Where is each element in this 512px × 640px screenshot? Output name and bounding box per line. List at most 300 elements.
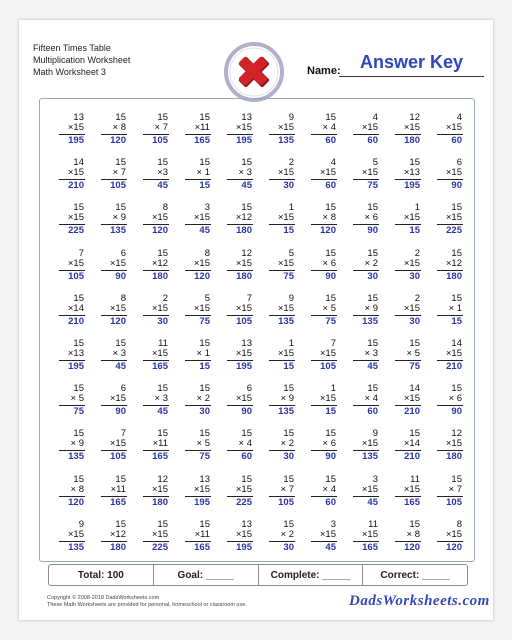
problem-multiplier: × 3 (154, 393, 168, 405)
problem-top-number: 15 (367, 292, 378, 304)
problem (174, 374, 216, 419)
problem-multiplier: ×15 (277, 347, 294, 359)
problem (384, 510, 426, 555)
answer-key-label: Answer Key (359, 52, 464, 72)
problem-multiplier: ×15 (403, 302, 420, 314)
problem-multiplier: × 7 (280, 483, 294, 495)
problem-top-number: 14 (73, 157, 84, 169)
problem-answer: 30 (409, 315, 420, 327)
problem-top-number: 9 (288, 292, 294, 304)
problem (174, 329, 216, 374)
problem-top-number: 15 (73, 337, 84, 349)
problem (216, 419, 258, 464)
problem (426, 465, 468, 510)
problem-multiplier: ×15 (319, 167, 336, 179)
problem-top-number: 8 (456, 518, 462, 530)
problem (300, 419, 342, 464)
problem (216, 239, 258, 284)
problem (342, 239, 384, 284)
problem-multiplier: ×15 (235, 528, 252, 540)
problem (342, 103, 384, 148)
problem-top-number: 2 (162, 292, 168, 304)
problem-multiplier: ×15 (67, 212, 84, 224)
problem-top-number: 12 (409, 112, 420, 123)
problem-top-number: 15 (409, 518, 420, 530)
problem-top-number: 15 (325, 428, 336, 440)
complete-label: Complete: _____ (259, 565, 364, 585)
problem-multiplier: ×15 (235, 393, 252, 405)
problem-answer: 135 (362, 451, 378, 463)
name-label: Name: (307, 65, 341, 77)
problem-top-number: 15 (157, 157, 168, 169)
problem-top-number: 15 (199, 428, 210, 440)
problem-multiplier: ×15 (67, 528, 84, 540)
problem-top-number: 15 (241, 428, 252, 440)
problem-top-number: 15 (199, 518, 210, 530)
problem (258, 193, 300, 238)
problem-answer: 105 (236, 315, 252, 327)
problem-answer: 45 (241, 180, 252, 192)
problem-top-number: 15 (409, 337, 420, 349)
problem (216, 148, 258, 193)
problem-multiplier: ×15 (151, 212, 168, 224)
problem-multiplier: ×15 (109, 438, 126, 450)
problem-multiplier: ×15 (235, 347, 252, 359)
correct-label: Correct: _____ (380, 569, 450, 581)
problem-multiplier: × 4 (322, 483, 336, 495)
problem-answer: 60 (451, 135, 462, 146)
problem-answer: 105 (68, 270, 84, 282)
problem (90, 374, 132, 419)
problem-answer: 15 (325, 406, 336, 418)
problem-answer: 15 (409, 225, 420, 237)
problem (342, 329, 384, 374)
problem-answer: 75 (325, 315, 336, 327)
problem-top-number: 15 (73, 202, 84, 214)
problem-top-number: 14 (451, 337, 462, 349)
problem-answer: 195 (236, 135, 252, 146)
problem (300, 148, 342, 193)
problem-answer: 135 (278, 315, 294, 327)
problem-multiplier: ×15 (445, 347, 462, 359)
problem-top-number: 15 (325, 473, 336, 485)
problem-answer: 120 (404, 541, 420, 553)
problem (132, 239, 174, 284)
problem-answer: 30 (199, 406, 210, 418)
problem-top-number: 9 (372, 428, 378, 440)
problem-top-number: 1 (330, 383, 336, 395)
problem (258, 148, 300, 193)
problem-multiplier: × 7 (112, 167, 126, 179)
problem-top-number: 15 (283, 473, 294, 485)
problem (132, 329, 174, 374)
problem-multiplier: × 6 (322, 438, 336, 450)
problem (342, 193, 384, 238)
problem-multiplier: × 3 (112, 347, 126, 359)
problem-multiplier: ×15 (109, 257, 126, 269)
problem-multiplier: ×15 (277, 122, 294, 133)
score-bar (48, 564, 468, 586)
problem (90, 510, 132, 555)
problem-answer: 15 (283, 360, 294, 372)
problem-top-number: 5 (372, 157, 378, 169)
problem-answer: 30 (409, 270, 420, 282)
problem-top-number: 15 (157, 518, 168, 530)
problems-box (39, 98, 475, 562)
problem (132, 419, 174, 464)
problem-multiplier: ×14 (67, 302, 84, 314)
problem-top-number: 11 (410, 473, 420, 485)
problem-multiplier: ×15 (361, 167, 378, 179)
problem (258, 103, 300, 148)
brand-logo: DadsWorksheets.com (349, 593, 490, 609)
problem (300, 510, 342, 555)
problem (300, 374, 342, 419)
problem-multiplier: ×15 (67, 257, 84, 269)
problem-top-number: 15 (73, 292, 84, 304)
problem-multiplier: ×12 (445, 257, 462, 269)
problem (426, 329, 468, 374)
problem (258, 465, 300, 510)
problem-multiplier: ×15 (445, 122, 462, 133)
problem-top-number: 15 (241, 157, 252, 169)
problem-multiplier: ×12 (151, 257, 168, 269)
problem-multiplier: ×11 (152, 438, 168, 450)
problem-answer: 180 (404, 135, 420, 146)
problem (90, 419, 132, 464)
problem-multiplier: ×15 (277, 257, 294, 269)
problem-multiplier: ×15 (151, 528, 168, 540)
problem-multiplier: × 5 (406, 347, 420, 359)
problem-top-number: 15 (367, 337, 378, 349)
problem-multiplier: × 9 (280, 393, 294, 405)
problem-answer: 135 (362, 315, 378, 327)
problem-answer: 165 (152, 451, 168, 463)
problem-multiplier: × 2 (196, 393, 210, 405)
problem (342, 374, 384, 419)
problem-top-number: 15 (157, 383, 168, 395)
problem-multiplier: ×15 (67, 122, 84, 133)
problem-answer: 165 (110, 496, 126, 508)
problem-top-number: 1 (288, 202, 294, 214)
problem-answer: 135 (110, 225, 126, 237)
problem-multiplier: × 2 (364, 257, 378, 269)
problem-top-number: 11 (158, 337, 168, 349)
problem-top-number: 7 (330, 337, 336, 349)
problem-top-number: 13 (73, 112, 84, 123)
red-x-icon (224, 42, 284, 102)
problem-multiplier: ×15 (235, 122, 252, 133)
problem (132, 284, 174, 329)
problem-multiplier: × 9 (364, 302, 378, 314)
problem (384, 239, 426, 284)
problem-answer: 75 (367, 180, 378, 192)
problem (90, 103, 132, 148)
problem-answer: 105 (110, 451, 126, 463)
problem-answer: 195 (404, 180, 420, 192)
problem-multiplier: ×3 (157, 167, 168, 179)
problem (426, 148, 468, 193)
name-field-line (339, 76, 484, 77)
problem-multiplier: ×15 (403, 257, 420, 269)
problem (300, 329, 342, 374)
problem-answer: 120 (110, 315, 126, 327)
problem-multiplier: ×11 (194, 528, 210, 540)
problem-multiplier: × 8 (70, 483, 84, 495)
problem-top-number: 15 (283, 518, 294, 530)
problem-top-number: 8 (204, 247, 210, 259)
problem (90, 465, 132, 510)
problem-answer: 135 (278, 406, 294, 418)
problem (426, 374, 468, 419)
problem-multiplier: ×12 (235, 212, 252, 224)
problem-answer: 75 (199, 451, 210, 463)
problem-top-number: 15 (199, 383, 210, 395)
problem-answer: 120 (152, 225, 168, 237)
problem (174, 148, 216, 193)
problem-answer: 45 (115, 360, 126, 372)
problem-answer: 225 (152, 541, 168, 553)
problem-answer: 195 (236, 360, 252, 372)
problem (48, 374, 90, 419)
problem-top-number: 15 (367, 202, 378, 214)
problem (342, 465, 384, 510)
problem-multiplier: × 6 (322, 257, 336, 269)
problem (132, 510, 174, 555)
problem (48, 193, 90, 238)
problem-multiplier: ×15 (193, 257, 210, 269)
problem (300, 284, 342, 329)
problem-answer: 30 (157, 315, 168, 327)
problem-multiplier: ×15 (361, 483, 378, 495)
problem-answer: 165 (152, 360, 168, 372)
problem-top-number: 15 (115, 473, 126, 485)
problem-answer: 30 (283, 180, 294, 192)
problem-top-number: 15 (283, 428, 294, 440)
problem (426, 510, 468, 555)
problem-multiplier: ×15 (445, 528, 462, 540)
problem-answer: 15 (199, 360, 210, 372)
problem-answer: 195 (68, 360, 84, 372)
problem-top-number: 4 (330, 157, 336, 169)
problem-answer: 165 (404, 496, 420, 508)
problem-answer: 225 (236, 496, 252, 508)
problem-top-number: 12 (157, 473, 168, 485)
problem-answer: 45 (199, 225, 210, 237)
problem (48, 419, 90, 464)
problem-answer: 210 (68, 315, 84, 327)
problem-answer: 120 (68, 496, 84, 508)
problem-top-number: 15 (157, 112, 168, 123)
problem (342, 284, 384, 329)
problem-top-number: 15 (451, 292, 462, 304)
problem-answer: 195 (194, 496, 210, 508)
problem-multiplier: ×15 (445, 212, 462, 224)
problem (258, 510, 300, 555)
problem (258, 239, 300, 284)
problem (300, 239, 342, 284)
problem (384, 103, 426, 148)
worksheet-page (19, 20, 493, 620)
problem-answer: 105 (278, 496, 294, 508)
problem-top-number: 15 (241, 473, 252, 485)
problem-answer: 45 (367, 496, 378, 508)
problem-multiplier: × 5 (322, 302, 336, 314)
problem (216, 510, 258, 555)
problem-top-number: 3 (204, 202, 210, 214)
problem-multiplier: ×15 (235, 257, 252, 269)
problem-multiplier: ×15 (151, 347, 168, 359)
problem (48, 284, 90, 329)
problem-answer: 15 (199, 180, 210, 192)
problem (342, 148, 384, 193)
problem (216, 465, 258, 510)
problem (216, 103, 258, 148)
problem-answer: 180 (152, 270, 168, 282)
problem-multiplier: ×15 (151, 483, 168, 495)
problem-multiplier: ×13 (403, 167, 420, 179)
problem-answer: 180 (110, 541, 126, 553)
problem-top-number: 15 (199, 337, 210, 349)
problem-multiplier: × 7 (448, 483, 462, 495)
problem-top-number: 6 (246, 383, 252, 395)
problem-top-number: 15 (325, 247, 336, 259)
problem-answer: 75 (283, 270, 294, 282)
problem (384, 419, 426, 464)
problem-top-number: 7 (120, 428, 126, 440)
problem (48, 329, 90, 374)
problem-answer: 60 (325, 496, 336, 508)
problem-answer: 210 (404, 451, 420, 463)
problem-top-number: 15 (451, 247, 462, 259)
problem-answer: 90 (451, 406, 462, 418)
problem (90, 239, 132, 284)
problem-answer: 120 (194, 270, 210, 282)
problem-answer: 180 (236, 225, 252, 237)
problem-answer: 105 (320, 360, 336, 372)
copyright-line-2: These Math Worksheets are provided for personal, homeschool or classroom use. (47, 602, 247, 608)
problem-top-number: 15 (115, 337, 126, 349)
problem-answer: 210 (68, 180, 84, 192)
problem-answer: 120 (446, 541, 462, 553)
problem-top-number: 15 (157, 428, 168, 440)
problem (216, 329, 258, 374)
problem (426, 239, 468, 284)
problem-top-number: 9 (288, 112, 294, 123)
total-label: Total: 100 (49, 565, 154, 585)
problem-answer: 195 (68, 135, 84, 146)
problem (174, 193, 216, 238)
problem (258, 419, 300, 464)
problem-top-number: 5 (288, 247, 294, 259)
problem (174, 419, 216, 464)
problem-top-number: 12 (451, 428, 462, 440)
problem-multiplier: ×15 (403, 122, 420, 133)
problem-answer: 105 (110, 180, 126, 192)
problem (216, 374, 258, 419)
problem (132, 465, 174, 510)
problem-answer: 15 (451, 315, 462, 327)
problem-answer: 210 (446, 360, 462, 372)
problem-multiplier: ×15 (277, 302, 294, 314)
problem-answer: 165 (194, 135, 210, 146)
problem-answer: 90 (241, 406, 252, 418)
problem-top-number: 11 (368, 518, 378, 530)
problem-multiplier: ×15 (109, 302, 126, 314)
problem-multiplier: × 5 (70, 393, 84, 405)
problem-answer: 105 (152, 135, 168, 146)
problem-top-number: 1 (414, 202, 420, 214)
problem-multiplier: ×11 (110, 483, 126, 495)
problem-answer: 225 (446, 225, 462, 237)
problem (48, 510, 90, 555)
problem-answer: 15 (283, 225, 294, 237)
problem-multiplier: ×15 (361, 528, 378, 540)
problem (426, 103, 468, 148)
problem-multiplier: × 2 (280, 438, 294, 450)
problem-top-number: 4 (456, 112, 462, 123)
problem-top-number: 8 (120, 292, 126, 304)
problem (174, 465, 216, 510)
problem (426, 419, 468, 464)
problem-top-number: 15 (451, 473, 462, 485)
problem-top-number: 2 (288, 157, 294, 169)
problem-multiplier: ×15 (445, 438, 462, 450)
problem-top-number: 7 (246, 292, 252, 304)
problem-top-number: 7 (78, 247, 84, 259)
problem-multiplier: ×15 (235, 302, 252, 314)
problem-top-number: 1 (288, 337, 294, 349)
problem (384, 374, 426, 419)
problem-multiplier: × 2 (280, 528, 294, 540)
problem (174, 239, 216, 284)
problem-answer: 45 (157, 180, 168, 192)
problem-answer: 90 (325, 270, 336, 282)
problem (342, 510, 384, 555)
problem-answer: 90 (115, 406, 126, 418)
problem-top-number: 15 (283, 383, 294, 395)
problem-answer: 60 (325, 180, 336, 192)
problem-multiplier: ×14 (403, 438, 420, 450)
problem-top-number: 15 (115, 157, 126, 169)
problem-answer: 60 (367, 406, 378, 418)
problem-top-number: 15 (409, 157, 420, 169)
problem (90, 148, 132, 193)
problem-multiplier: × 4 (238, 438, 252, 450)
problem (132, 103, 174, 148)
problem-answer: 90 (115, 270, 126, 282)
problem-top-number: 15 (451, 383, 462, 395)
problem-multiplier: × 4 (364, 393, 378, 405)
problem-top-number: 15 (115, 202, 126, 214)
problem-answer: 90 (325, 451, 336, 463)
problem-answer: 105 (446, 496, 462, 508)
problem-top-number: 15 (115, 112, 126, 123)
problem-multiplier: × 6 (448, 393, 462, 405)
problem-top-number: 9 (78, 518, 84, 530)
problem-answer: 135 (68, 541, 84, 553)
problem-top-number: 15 (73, 383, 84, 395)
problem-answer: 45 (157, 406, 168, 418)
problem-multiplier: × 4 (322, 122, 336, 133)
problem (48, 465, 90, 510)
problem (384, 148, 426, 193)
problem-top-number: 15 (157, 247, 168, 259)
problem (258, 284, 300, 329)
problem-multiplier: ×15 (319, 528, 336, 540)
problem-answer: 225 (68, 225, 84, 237)
problem-multiplier: ×15 (361, 438, 378, 450)
